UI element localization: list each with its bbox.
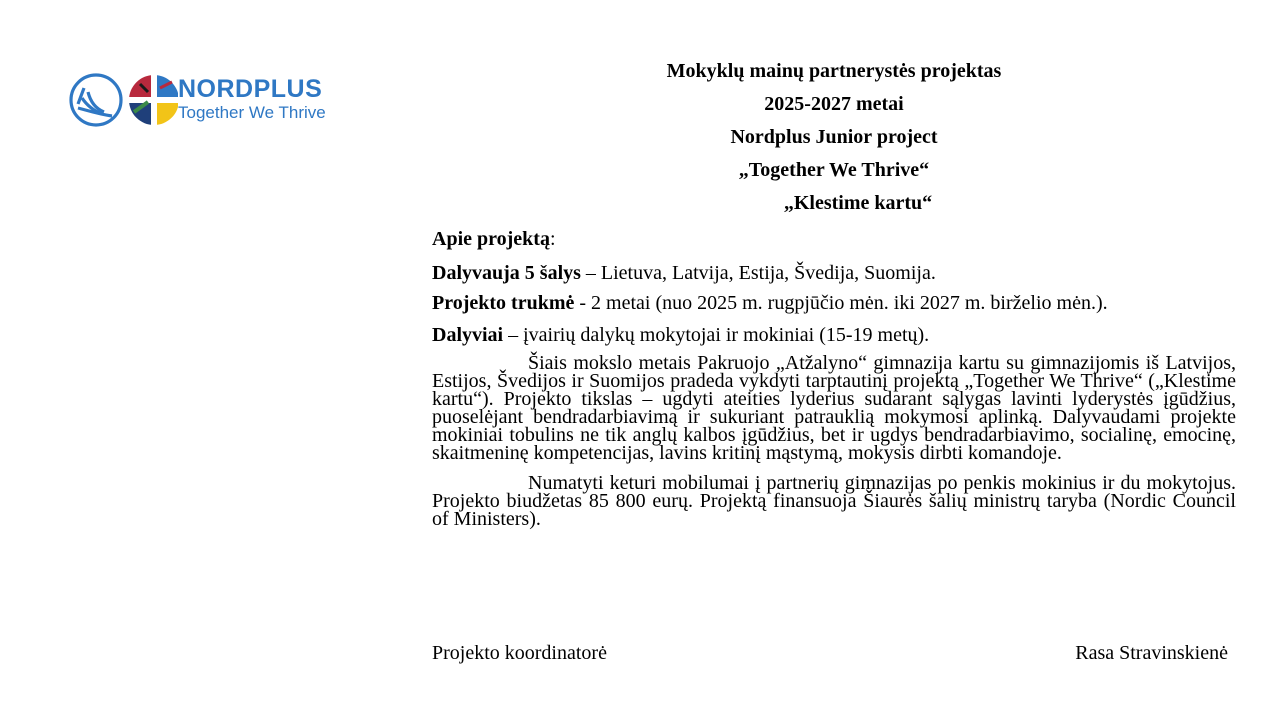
title-line-1: Mokyklų mainų partnerystės projektas	[666, 60, 1002, 82]
brand-tagline: Together We Thrive	[178, 103, 326, 122]
paragraph-mobility-budget: Numatyti keturi mobilumai į partnerių gimnazijas po penkis mokinius ir du mokytojus. Projekto biudžetas 85 800 eurų. Projektą finansuoja Šiaurės šalių ministrų taryba (Nordic Council of Ministers).	[432, 472, 1236, 530]
participants-line	[432, 322, 1236, 348]
document-body	[432, 226, 1236, 540]
paragraph-project-description: Šiais mokslo metais Pakruojo „Atžalyno“ gimnazija kartu su gimnazijomis iš Latvijos, Estijos, Švedijos ir Suomijos pradeda vykdyti tarptautinį projektą „Together We Thrive“ („Klestime kartu“). Projekto tikslas – ugdyti ateities lyderius sudarant sąlygas lavinti lyderystės įgūdžius, puoselėjant bendradarbiavimą ir sukuriant patrauklią mokymosi aplinką. Dalyvaudami projekte mokiniai tobulins ne tik anglų kalbos įgūdžius, bet ir ugdys bendradarbiavimo, socialinę, emocinę, skaitmeninę kompetencijas, lavins kritinį mąstymą, mokysis dirbti komandoje.	[432, 352, 1236, 464]
title-line-3: Nordplus Junior project	[730, 126, 938, 148]
participants-label: Dalyviai	[432, 324, 504, 346]
duration-label: Projekto trukmė	[432, 292, 575, 314]
coordinator-role: Projekto koordinatorė	[432, 642, 607, 664]
participants-text: – įvairių dalykų mokytojai ir mokiniai (15-19 metų).	[503, 324, 930, 346]
title-block	[432, 58, 1236, 223]
about-heading-line	[432, 226, 1236, 252]
brand-name: NORDPLUS	[178, 75, 323, 103]
about-colon: :	[549, 228, 556, 250]
countries-text: – Lietuva, Latvija, Estija, Švedija, Suomija.	[580, 262, 936, 284]
nordplus-logo	[68, 70, 338, 130]
countries-label: Dalyvauja 5 šalys	[432, 262, 581, 284]
countries-line	[432, 260, 1236, 286]
duration-text: - 2 metai (nuo 2025 m. rugpjūčio mėn. iki 2027 m. birželio mėn.).	[574, 292, 1108, 314]
title-line-4: „Together We Thrive“	[738, 159, 930, 181]
signature-footer	[432, 642, 1228, 665]
about-heading: Apie projektą	[432, 228, 550, 250]
duration-line	[432, 294, 1236, 312]
coordinator-name: Rasa Stravinskienė	[1075, 642, 1228, 664]
nordplus-emblem-icon	[68, 70, 178, 130]
title-line-5: „Klestime kartu“	[783, 192, 933, 214]
title-line-2: 2025-2027 metai	[764, 93, 904, 115]
